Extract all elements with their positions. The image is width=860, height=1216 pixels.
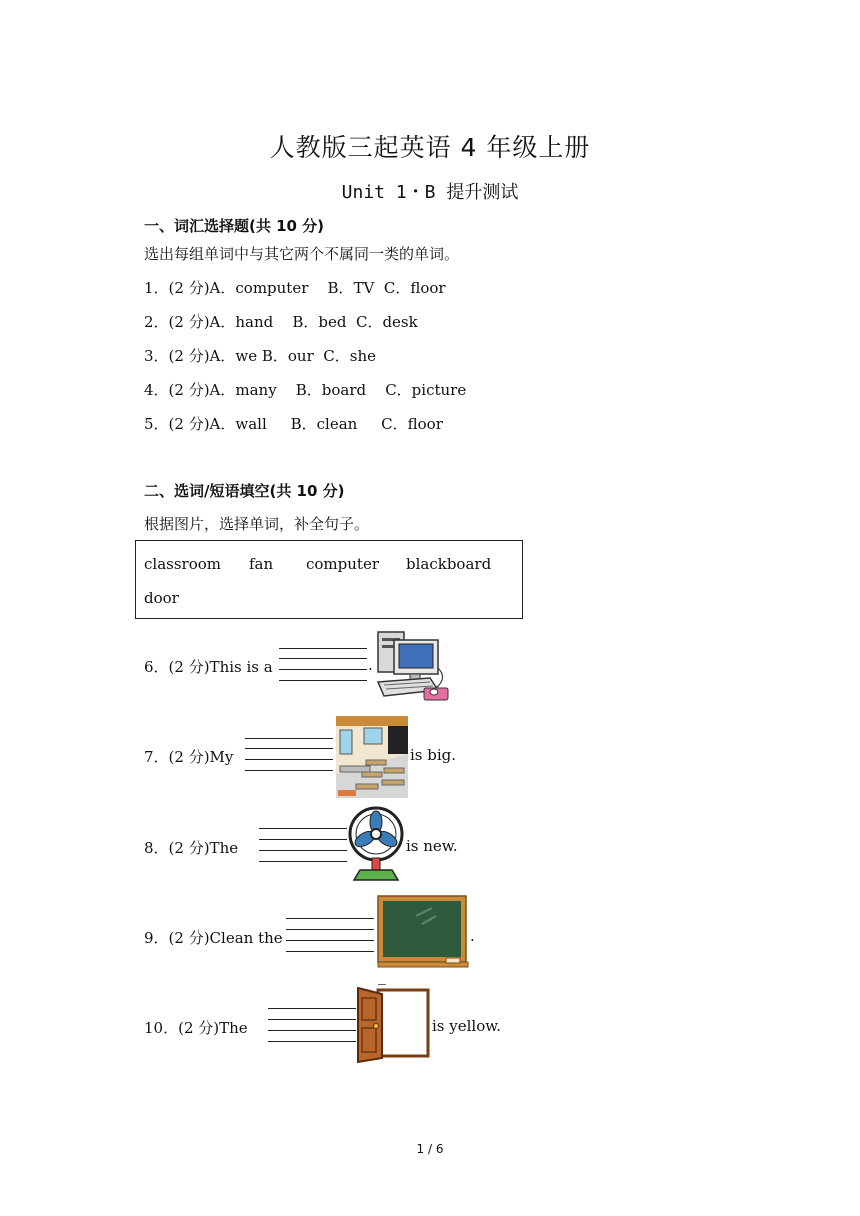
question-6-after: . bbox=[368, 656, 373, 674]
question-9-after: . bbox=[470, 927, 475, 945]
question-1: 1．(2 分)A．computer B．TV C．floor bbox=[144, 279, 446, 297]
question-3: 3．(2 分)A．we B．our C．she bbox=[144, 347, 377, 365]
page-title: 人教版三起英语 4 年级上册 bbox=[269, 133, 591, 162]
fan-icon bbox=[346, 806, 406, 884]
door-icon bbox=[356, 984, 432, 1064]
page-subtitle: Unit 1・B 提升测试 bbox=[341, 182, 519, 203]
word-bank-box bbox=[135, 540, 523, 619]
word-bank-item: door bbox=[144, 589, 179, 607]
computer-icon bbox=[372, 628, 456, 704]
question-7-after: is big. bbox=[410, 746, 457, 764]
word-bank-item: computer bbox=[306, 555, 379, 573]
section2-heading: 二、选词/短语填空(共 10 分) bbox=[144, 482, 345, 500]
question-7-text: 7．(2 分)My bbox=[144, 748, 234, 766]
question-6-text: 6．(2 分)This is a bbox=[144, 658, 273, 676]
word-bank-item: fan bbox=[249, 555, 274, 573]
question-10-text: 10．(2 分)The bbox=[144, 1019, 248, 1037]
word-bank-item: classroom bbox=[144, 555, 221, 573]
question-2: 2．(2 分)A．hand B．bed C．desk bbox=[144, 313, 418, 331]
section2-instruction: 根据图片，选择单词，补全句子。 bbox=[144, 515, 370, 533]
section1-heading: 一、词汇选择题(共 10 分) bbox=[144, 217, 325, 235]
question-8-after: is new. bbox=[406, 837, 458, 855]
classroom-icon bbox=[336, 716, 408, 798]
page-number: 1 / 6 bbox=[416, 1142, 444, 1156]
question-5: 5．(2 分)A．wall B．clean C．floor bbox=[144, 415, 443, 433]
blackboard-icon bbox=[376, 894, 470, 970]
question-8-text: 8．(2 分)The bbox=[144, 839, 239, 857]
section1-instruction: 选出每组单词中与其它两个不属同一类的单词。 bbox=[144, 245, 460, 263]
question-9-text: 9．(2 分)Clean the bbox=[144, 929, 283, 947]
question-10-after: is yellow. bbox=[432, 1017, 502, 1035]
question-4: 4．(2 分)A．many B．board C．picture bbox=[144, 381, 467, 399]
word-bank-item: blackboard bbox=[406, 555, 492, 573]
